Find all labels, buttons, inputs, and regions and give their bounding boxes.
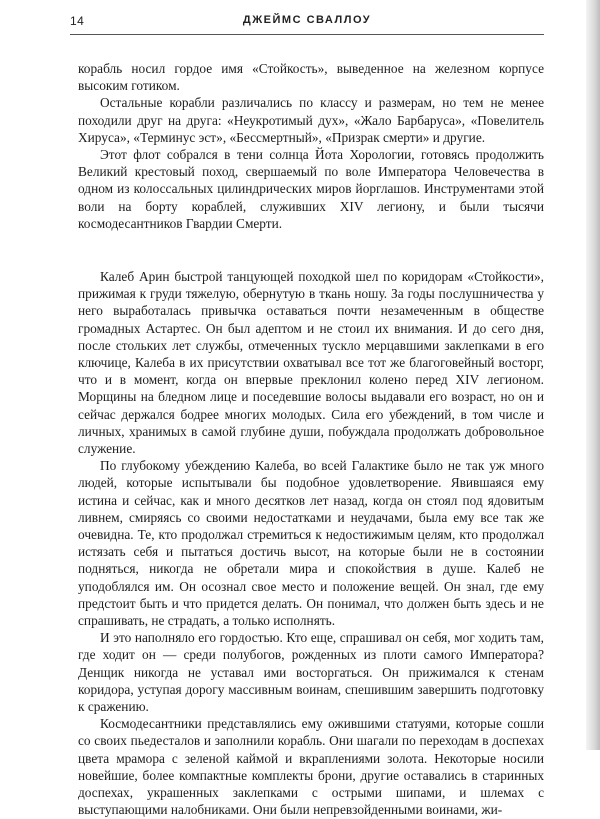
page-header	[70, 14, 544, 38]
text-section-2	[78, 268, 544, 819]
header-rule	[70, 34, 544, 35]
running-head-author: ДЖЕЙМС СВАЛЛОУ	[242, 14, 372, 26]
paragraph: Космодесантники представлялись ему ожившими статуями, которые сошли со своих пьедесталов и заполнили корабль. Они шагали по переходам в доспехах цвета мрамора с зеленой каймой и вкраплениями золота. Некоторые носили новейшие, более компактные комплекты брони, другие оставались в старинных доспехах, украшенных заклепками с острыми шипами, и шлемах с выступающими налобниками. Они были непревзойденными воинами, жи-	[78, 716, 544, 818]
text-section-1	[78, 60, 544, 232]
paragraph: Калеб Арин быстрой танцующей походкой шел по коридорам «Стойкости», прижимая к груди тяжелую, обернутую в ткань ношу. За годы послушничества у него выработалась привычка оставаться почти незамеченным в обществе громадных Астартес. Он был адептом и не стоил их внимания. И до сего дня, после стольких лет службы, отмеченных тускло мерцавшими заклепками в его ключице, Калеба в их присутствии охватывал все тот же благоговейный восторг, что и в момент, когда он впервые преклонил колено перед XIV легионом. Морщины на бледном лице и поседевшие волосы выдавали его возраст, но он и сейчас держался бодрее многих молодых. Сила его убеждений, в том числе и личных, хранимых в самой глубине души, побуждала продолжать добровольное служение.	[78, 269, 544, 457]
page-number: 14	[70, 14, 85, 28]
paragraph: Этот флот собрался в тени солнца Йота Хорологии, готовясь продолжить Великий крестовый поход, свершаемый по воле Императора Человечества в одном из колоссальных цилиндрических миров йорглашов. Инструментами этой воли на борту кораблей, служивших XIV легиону, и были тысячи космодесантников Гвардии Смерти.	[78, 147, 544, 231]
paragraph: Остальные корабли различались по классу и размерам, но тем не менее походили друг на друга: «Неукротимый дух», «Жало Барбаруса», «Повелитель Хируса», «Терминус эст», «Бессмертный», «Призрак смерти» и другие.	[78, 95, 544, 145]
paragraph: По глубокому убеждению Калеба, во всей Галактике было не так уж много людей, которые испытывали бы подобное удовлетворение. Явившаяся ему истина и сейчас, как и много десятков лет назад, когда он стоял под ядовитым ливнем, смиряясь со своими недостатками и неудачами, была ему все так же очевидна. Те, кто продолжал стремиться к недостижимым целям, кто продолжал истязать себя и пытаться достичь высот, на которые были не в состоянии подняться, никогда не обретали мира и спокойствия в душе. Калеб не уподоблялся им. Он осознал свое место и положение вещей. Он знал, где ему предстоит быть и что придется делать. Он понимал, что должен быть здесь и не спрашивать, не страдать, а только исполнять.	[78, 458, 544, 629]
page-edge-shadow	[586, 0, 600, 750]
paragraph: корабль носил гордое имя «Стойкость», выведенное на железном корпусе высоким готиком.	[78, 61, 544, 94]
paragraph: И это наполняло его гордостью. Кто еще, спрашивал он себя, мог ходить там, где ходит он — среди полубогов, рожденных из плоти самого Императора? Денщик никогда не уставал ими восторгаться. Он прижимался к стенам коридора, уступая дорогу массивным воинам, спешившим завершить подготовку к сражению.	[78, 630, 544, 715]
